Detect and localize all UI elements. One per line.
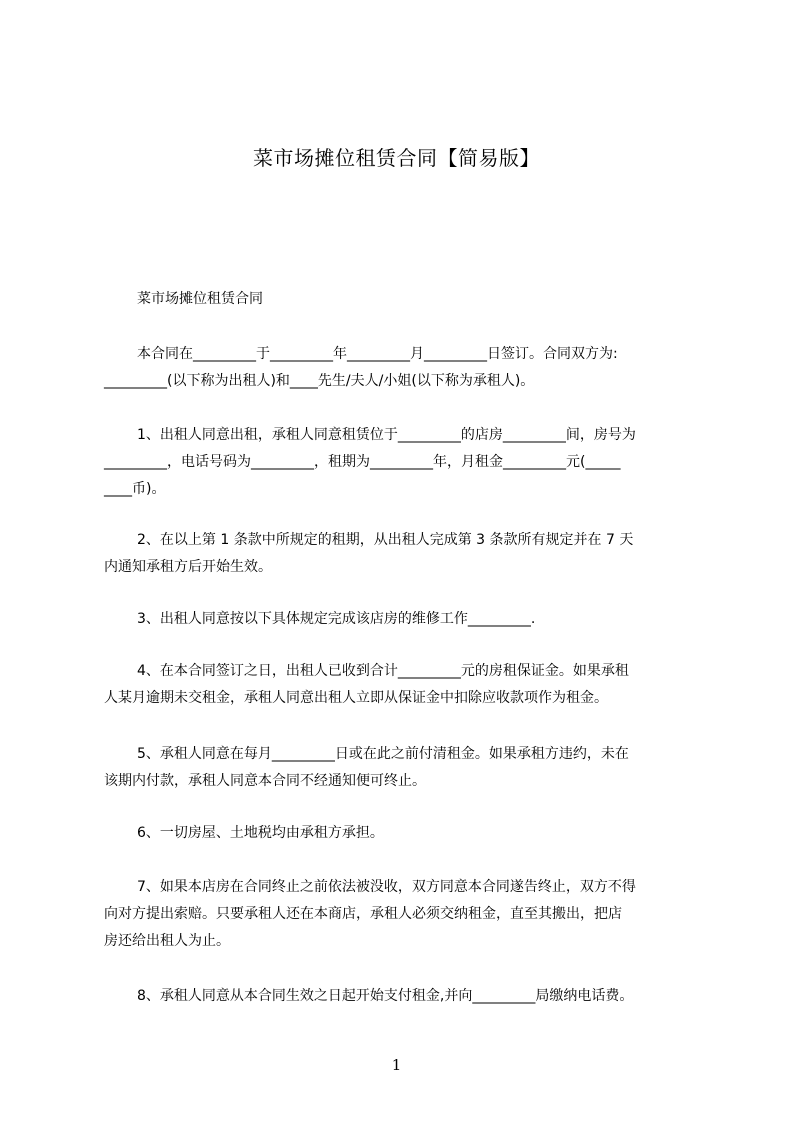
subtitle-text: 菜市场摊位租赁合同 — [137, 291, 263, 307]
contract-subtitle — [137, 286, 737, 313]
clause-4 — [104, 658, 704, 712]
clause-4-line-2: 人某月逾期未交租金，承租人同意出租人立即从保证金中扣除应收款项作为租金。 — [104, 690, 608, 706]
clause-3-line-1: 3、出租人同意按以下具体规定完成该店房的维修工作_________. — [137, 611, 536, 627]
clause-8-line-1: 8、承租人同意从本合同生效之日起开始支付租金,并向_________局缴纳电话费。 — [137, 988, 634, 1004]
clause-7 — [104, 874, 704, 955]
page-number: 1 — [391, 1056, 402, 1074]
clause-1-line-2: _________，电话号码为_________，租期为_________年，月租金_________元(_____ — [104, 454, 621, 470]
clause-1-line-3: ____币)。 — [104, 481, 166, 497]
clause-2-line-1: 2、在以上第 1 条款中所规定的租期，从出租人完成第 3 条款所有规定并在 7 天 — [137, 532, 634, 548]
clause-7-line-1: 7、如果本店房在合同终止之前依法被没收，双方同意本合同遂告终止，双方不得 — [137, 879, 636, 895]
clause-6 — [104, 820, 704, 847]
intro-line-2: _________(以下称为出租人)和____先生/夫人/小姐(以下称为承租人)。 — [104, 373, 535, 389]
clause-5 — [104, 741, 704, 795]
intro-paragraph — [104, 341, 704, 395]
clause-3 — [104, 606, 704, 633]
clause-8 — [104, 983, 704, 1010]
clause-5-line-2: 该期内付款，承租人同意本合同不经通知便可终止。 — [104, 773, 426, 789]
document-title: 菜市场摊位租赁合同【简易版】 — [253, 146, 540, 170]
clause-7-line-3: 房还给出租人为止。 — [104, 933, 230, 949]
intro-line-1: 本合同在_________于_________年_________月_________日签订。合同双方为: — [137, 346, 618, 362]
clause-4-line-1: 4、在本合同签订之日，出租人已收到合计_________元的房租保证金。如果承租 — [137, 663, 629, 679]
clause-5-line-1: 5、承租人同意在每月_________日或在此之前付清租金。如果承租方违约，未在 — [137, 746, 629, 762]
clause-1 — [104, 422, 704, 503]
clause-7-line-2: 向对方提出索赔。只要承租人还在本商店，承租人必须交纳租金，直至其搬出，把店 — [104, 906, 622, 922]
clause-6-line-1: 6、一切房屋、土地税均由承租方承担。 — [137, 825, 384, 841]
clause-2-line-2: 内通知承租方后开始生效。 — [104, 559, 272, 575]
clause-1-line-1: 1、出租人同意出租，承租人同意租赁位于_________的店房_________间，房号为 — [137, 427, 636, 443]
clause-2 — [104, 527, 704, 581]
